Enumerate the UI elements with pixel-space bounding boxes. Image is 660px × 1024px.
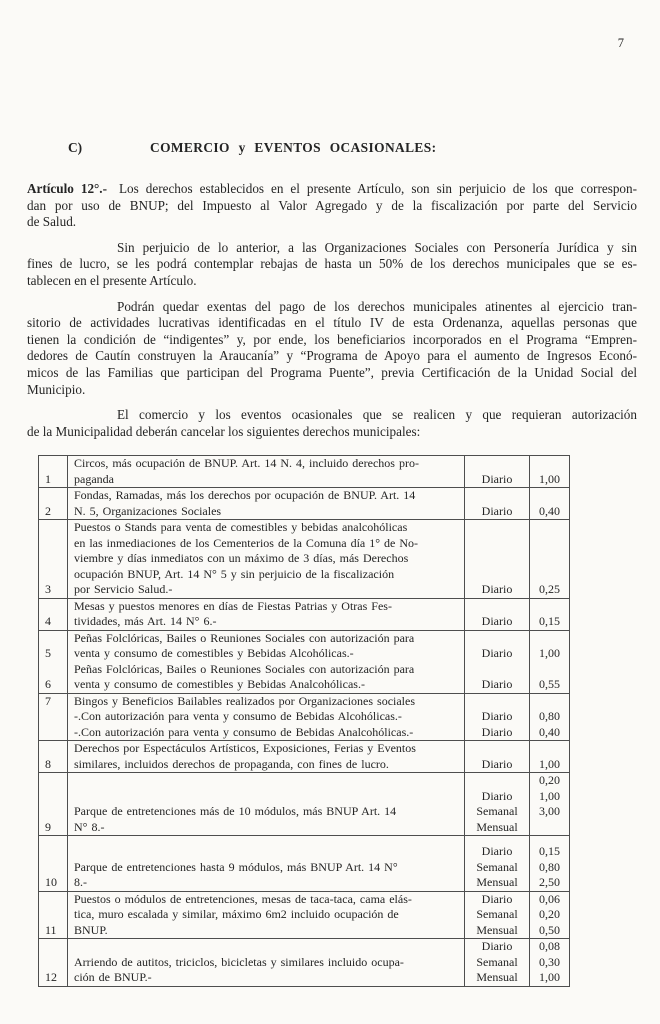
table-row-block	[39, 939, 569, 986]
row-frequency	[464, 551, 529, 567]
row-number	[39, 955, 67, 971]
paragraph-line: fines de lucro, se les podrá contemplar rebajas de hasta un 50% de los derechos municipales que se es-	[27, 256, 637, 272]
row-frequency: Diario	[464, 789, 529, 805]
row-description: por Servicio Salud.-	[67, 582, 464, 598]
row-number: 1	[45, 471, 51, 486]
row-description: Derechos por Espectáculos Artísticos, Exposiciones, Ferias y Eventos	[67, 741, 464, 757]
row-description: -.Con autorización para venta y consumo de Bebidas Alcohólicas.-	[67, 709, 464, 725]
row-frequency: Diario	[464, 709, 529, 725]
row-number	[39, 773, 67, 789]
row-description: BNUP.	[67, 923, 464, 939]
row-description: paganda	[67, 472, 464, 488]
row-value: 0,55	[529, 677, 569, 693]
row-value: 0,15	[529, 614, 569, 630]
row-value: 0,15	[529, 844, 569, 860]
page-content	[27, 140, 637, 987]
row-value	[529, 631, 569, 647]
table-line	[39, 789, 569, 805]
table-row-block	[39, 741, 569, 773]
row-value: 2,50	[529, 875, 569, 891]
row-number	[39, 709, 67, 725]
row-number	[39, 836, 67, 844]
table-line	[39, 860, 569, 876]
table-line	[39, 488, 569, 504]
row-description: 8.-	[67, 875, 464, 891]
row-number: 9	[45, 819, 51, 834]
row-frequency	[464, 520, 529, 536]
row-value: 1,00	[529, 757, 569, 773]
row-frequency	[464, 456, 529, 472]
row-frequency: Diario	[464, 582, 529, 598]
table-line	[39, 709, 569, 725]
row-number	[39, 939, 67, 955]
paragraph-line: de Salud.	[27, 214, 77, 230]
row-frequency: Diario	[464, 614, 529, 630]
row-description	[67, 789, 464, 805]
row-description: Puestos o módulos de entretenciones, mesas de taca-taca, cama elás-	[67, 892, 464, 908]
section-heading	[27, 140, 637, 157]
row-value: 1,00	[529, 646, 569, 662]
row-frequency: Diario	[464, 725, 529, 741]
section-letter: C)	[68, 140, 83, 155]
article-lead: Artículo 12°.-	[27, 181, 107, 196]
table-line	[39, 677, 569, 693]
row-value	[529, 599, 569, 615]
table-line	[39, 694, 569, 710]
table-line	[39, 907, 569, 923]
row-description	[67, 844, 464, 860]
row-value: 1,00	[529, 970, 569, 986]
row-frequency: Diario	[464, 757, 529, 773]
paragraph-line: tienen la condición de “indigentes” y, por ende, los beneficiarios incorporados en el Programa “Empren-	[27, 331, 637, 347]
table-row-block	[39, 892, 569, 940]
table-row-block	[39, 456, 569, 488]
row-frequency: Mensual	[464, 875, 529, 891]
row-value: 0,20	[529, 907, 569, 923]
row-number: 11	[45, 922, 57, 937]
row-description: similares, incluidos derechos de propaganda, con fines de lucro.	[67, 757, 464, 773]
row-frequency: Diario	[464, 646, 529, 662]
row-number: 2	[45, 503, 51, 518]
row-value	[529, 456, 569, 472]
fees-table	[38, 455, 570, 987]
paragraph	[27, 407, 637, 440]
row-description: -.Con autorización para venta y consumo de Bebidas Analcohólicas.-	[67, 725, 464, 741]
row-number: 6	[45, 677, 51, 692]
row-description	[67, 836, 464, 844]
row-frequency: Mensual	[464, 970, 529, 986]
row-description: N° 8.-	[67, 820, 464, 836]
row-description: Puestos o Stands para venta de comestibles y bebidas analcohólicas	[67, 520, 464, 536]
paragraph	[27, 299, 637, 399]
row-value: 1,00	[529, 472, 569, 488]
row-description: venta y consumo de comestibles y Bebidas Analcohólicas.-	[67, 677, 464, 693]
table-line	[39, 836, 569, 844]
row-number: 10	[45, 875, 57, 890]
row-frequency	[464, 536, 529, 552]
row-frequency: Semanal	[464, 804, 529, 820]
table-row-block	[39, 520, 569, 599]
paragraph-line: de la Municipalidad deberán cancelar los siguientes derechos municipales:	[27, 423, 421, 439]
row-frequency	[464, 631, 529, 647]
row-value: 0,08	[529, 939, 569, 955]
row-value	[529, 820, 569, 836]
table-line	[39, 892, 569, 908]
table-line	[39, 820, 569, 836]
row-number	[39, 567, 67, 583]
table-line	[39, 631, 569, 647]
row-description: Arriendo de autitos, triciclos, bicicletas y similares incluido ocupa-	[67, 955, 464, 971]
row-description: venta y consumo de comestibles y Bebidas Alcohólicas.-	[67, 646, 464, 662]
row-value: 0,40	[529, 725, 569, 741]
row-number	[39, 551, 67, 567]
row-frequency: Diario	[464, 504, 529, 520]
row-frequency	[464, 567, 529, 583]
row-value: 0,50	[529, 923, 569, 939]
table-line	[39, 725, 569, 741]
row-number	[39, 662, 67, 678]
row-description: Circos, más ocupación de BNUP. Art. 14 N. 4, incluido derechos pro-	[67, 456, 464, 472]
row-number	[39, 520, 67, 536]
row-number: 3	[45, 582, 51, 597]
paragraph	[27, 181, 637, 231]
row-value: 3,00	[529, 804, 569, 820]
row-value	[529, 741, 569, 757]
row-value	[529, 836, 569, 844]
row-number	[39, 456, 67, 472]
table-row-block	[39, 773, 569, 836]
row-frequency	[464, 599, 529, 615]
table-line	[39, 551, 569, 567]
row-value	[529, 536, 569, 552]
paragraph-line: sitorio de actividades lucrativas identificadas en el título IV de esta Ordenanza, aquellas personas que	[27, 315, 637, 331]
row-number	[39, 741, 67, 757]
row-description: Peñas Folclóricas, Bailes o Reuniones Sociales con autorización para	[67, 662, 464, 678]
table-row-block	[39, 694, 569, 742]
table-line	[39, 504, 569, 520]
row-value	[529, 551, 569, 567]
row-frequency: Mensual	[464, 820, 529, 836]
row-value	[529, 567, 569, 583]
row-number	[39, 789, 67, 805]
row-description: Parque de entretenciones más de 10 módulos, más BNUP Art. 14	[67, 804, 464, 820]
row-number	[39, 844, 67, 860]
row-description: ción de BNUP.-	[67, 970, 464, 986]
row-description: Bingos y Beneficios Bailables realizados por Organizaciones sociales	[67, 694, 464, 710]
row-value: 0,40	[529, 504, 569, 520]
table-line	[39, 646, 569, 662]
table-line	[39, 844, 569, 860]
row-number	[39, 725, 67, 741]
row-value	[529, 488, 569, 504]
paragraph-line: Municipio.	[27, 381, 86, 397]
row-value	[529, 694, 569, 710]
paragraph-line: El comercio y los eventos ocasionales que se realicen y que requieran autorización	[117, 407, 637, 423]
table-row-block	[39, 599, 569, 631]
table-line	[39, 923, 569, 939]
row-value: 0,30	[529, 955, 569, 971]
row-description: en las inmediaciones de los Cementerios de la Comuna día 1° de No-	[67, 536, 464, 552]
section-title: COMERCIO y EVENTOS OCASIONALES:	[150, 140, 437, 155]
table-line	[39, 599, 569, 615]
row-frequency	[464, 694, 529, 710]
row-number	[39, 860, 67, 876]
row-frequency: Diario	[464, 939, 529, 955]
table-row-block	[39, 488, 569, 520]
row-number	[39, 631, 67, 647]
row-frequency: Semanal	[464, 907, 529, 923]
row-description	[67, 773, 464, 789]
row-number	[39, 892, 67, 908]
row-number: 5	[45, 646, 51, 661]
paragraph-line: dedores de Cautín construyen la Araucanía” y “Programa de Apoyo para el aumento de Ingresos Econó-	[27, 348, 637, 364]
row-frequency: Semanal	[464, 860, 529, 876]
row-number: 4	[45, 614, 51, 629]
row-frequency	[464, 488, 529, 504]
paragraph-line: Sin perjuicio de lo anterior, a las Organizaciones Sociales con Personería Jurídica y sin	[117, 239, 637, 255]
row-number	[39, 536, 67, 552]
row-description: N. 5, Organizaciones Sociales	[67, 504, 464, 520]
row-frequency: Diario	[464, 677, 529, 693]
paragraphs	[27, 181, 637, 440]
row-value: 1,00	[529, 789, 569, 805]
row-description: ocupación BNUP, Art. 14 N° 5 y sin perjuicio de la fiscalización	[67, 567, 464, 583]
table-line	[39, 939, 569, 955]
row-value: 0,80	[529, 709, 569, 725]
paragraph-line: dan por uso de BNUP; del Impuesto al Valor Agregado y de la fiscalización por parte del Servicio	[27, 197, 637, 213]
table-line	[39, 955, 569, 971]
row-number	[39, 907, 67, 923]
table-line	[39, 614, 569, 630]
table-line	[39, 741, 569, 757]
table-line	[39, 875, 569, 891]
table-line	[39, 970, 569, 986]
table-line	[39, 773, 569, 789]
row-description: tica, muro escalada y similar, máximo 6m2 incluido ocupación de	[67, 907, 464, 923]
row-description	[67, 939, 464, 955]
row-description: Fondas, Ramadas, más los derechos por ocupación de BNUP. Art. 14	[67, 488, 464, 504]
row-frequency: Mensual	[464, 923, 529, 939]
table-line	[39, 567, 569, 583]
row-value: 0,06	[529, 892, 569, 908]
row-frequency	[464, 741, 529, 757]
row-description: tividades, más Art. 14 N° 6.-	[67, 614, 464, 630]
row-value	[529, 520, 569, 536]
row-value: 0,80	[529, 860, 569, 876]
table-line	[39, 536, 569, 552]
row-number	[39, 488, 67, 504]
row-description: Parque de entretenciones hasta 9 módulos, más BNUP Art. 14 N°	[67, 860, 464, 876]
page-number: 7	[617, 36, 624, 50]
paragraph-line: Artículo 12°.- Los derechos establecidos en el presente Artículo, son sin perjuicio de los que correspon-	[27, 181, 637, 196]
row-number	[39, 804, 67, 820]
paragraph	[27, 240, 637, 290]
row-frequency: Semanal	[464, 955, 529, 971]
table-line	[39, 662, 569, 678]
row-description: Peñas Folclóricas, Bailes o Reuniones Sociales con autorización para	[67, 631, 464, 647]
row-frequency: Diario	[464, 844, 529, 860]
table-line	[39, 520, 569, 536]
table-line	[39, 757, 569, 773]
row-number	[39, 599, 67, 615]
row-number: 7	[45, 693, 51, 708]
row-number: 8	[45, 756, 51, 771]
paragraph-line: tablecen en el presente Artículo.	[27, 272, 197, 288]
row-number: 12	[45, 970, 57, 985]
row-value: 0,20	[529, 773, 569, 789]
row-value	[529, 662, 569, 678]
table-line	[39, 582, 569, 598]
row-frequency: Diario	[464, 892, 529, 908]
table-line	[39, 472, 569, 488]
row-frequency	[464, 662, 529, 678]
row-frequency	[464, 773, 529, 789]
table-line	[39, 804, 569, 820]
paragraph-line: Podrán quedar exentas del pago de los derechos municipales atinentes al ejercicio tran-	[117, 298, 637, 314]
table-line	[39, 456, 569, 472]
row-frequency	[464, 836, 529, 844]
table-row-block	[39, 631, 569, 694]
row-value: 0,25	[529, 582, 569, 598]
row-description: Mesas y puestos menores en días de Fiestas Patrias y Otras Fes-	[67, 599, 464, 615]
row-frequency: Diario	[464, 472, 529, 488]
row-description: viembre y días inmediatos con un máximo de 3 días, más Derechos	[67, 551, 464, 567]
table-row-block	[39, 836, 569, 892]
paragraph-line: micos de las Familias que participan del Programa Puente”, previa Certificación de la Unidad Social del	[27, 364, 637, 380]
